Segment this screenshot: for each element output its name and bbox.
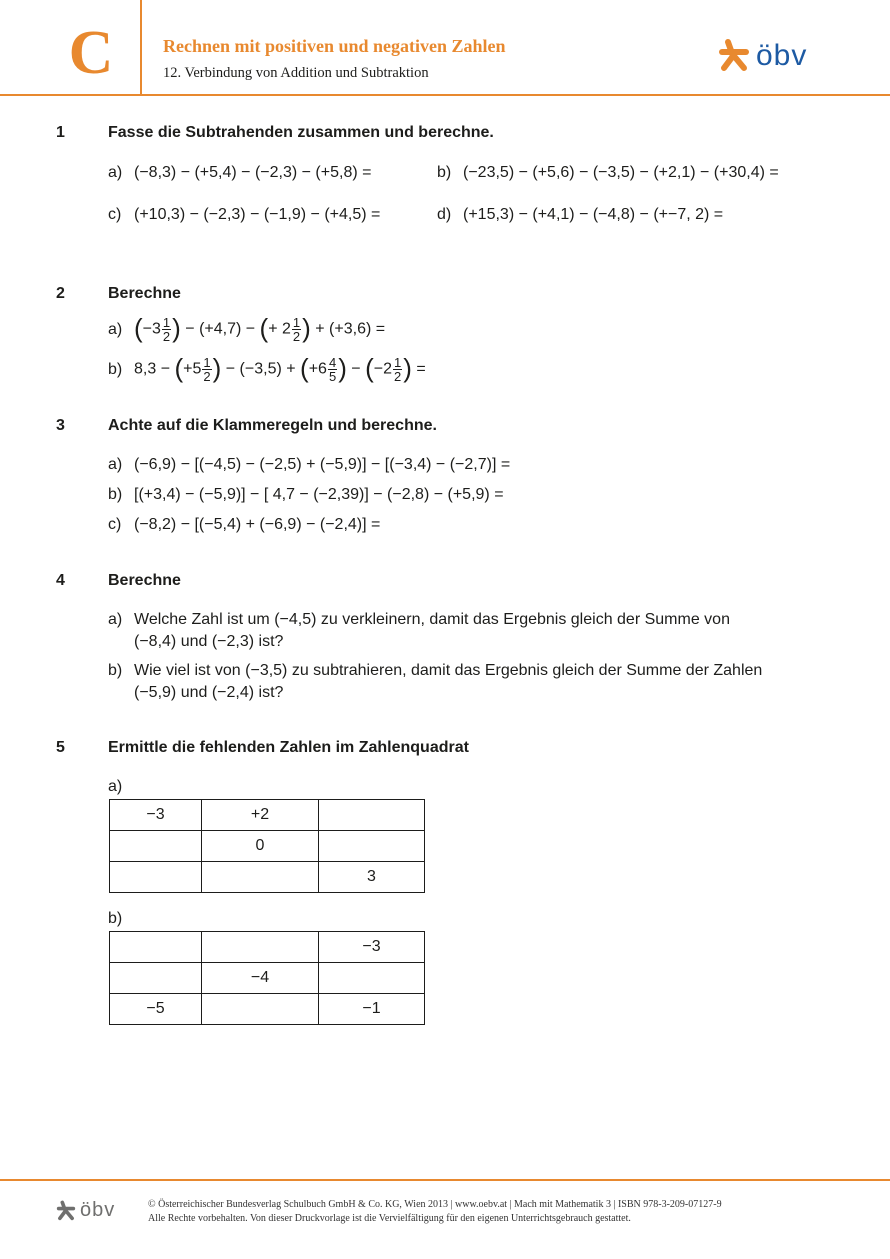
item-part: = — [411, 360, 426, 378]
item-label: c) — [108, 206, 122, 223]
item-expression: (+10,3) − (−2,3) − (−1,9) − (+4,5) = — [134, 206, 381, 223]
task-1a — [108, 164, 371, 182]
task-2-title: Berechne — [108, 285, 181, 302]
square-cell: −3 — [110, 800, 202, 831]
fraction-denominator: 5 — [328, 369, 337, 384]
header-logo-text: öbv — [756, 39, 808, 72]
fraction — [162, 316, 171, 343]
fraction — [292, 316, 301, 343]
fraction-numerator: 1 — [394, 355, 402, 370]
task-1d — [437, 206, 723, 224]
item-expression: (+15,3) − (+4,1) − (−4,8) − (+−7, 2) = — [463, 206, 724, 223]
paren-open: ( — [259, 312, 269, 343]
header-subtitle: 12. Verbindung von Addition und Subtraktion — [163, 65, 429, 81]
item-expression: (−8,2) − [(−5,4) + (−6,9) − (−2,4)] = — [134, 516, 381, 533]
header-title: Rechnen mit positiven und negativen Zahlen — [163, 36, 506, 56]
square-cell — [202, 994, 319, 1025]
item-part: + (+3,6) = — [310, 320, 386, 338]
table-row — [110, 932, 425, 963]
header-divider — [0, 94, 890, 96]
square-cell — [319, 831, 425, 862]
square-a-label: a) — [108, 778, 123, 795]
square-cell: −3 — [319, 932, 425, 963]
item-text: Wie viel ist von (−3,5) zu subtrahieren, damit das Ergebnis gleich der Summe der Zahlen — [134, 662, 763, 679]
square-cell — [110, 862, 202, 893]
item-expression: (−6,9) − [(−4,5) − (−2,5) + (−5,9)] − [(−3,4) − (−2,7)] = — [134, 456, 511, 473]
item-part: +6 — [308, 360, 327, 378]
task-1b — [437, 164, 779, 182]
task-5-number: 5 — [56, 739, 65, 756]
item-part: −2 — [373, 360, 393, 378]
square-cell: +2 — [202, 800, 319, 831]
item-part: + 2 — [268, 320, 291, 338]
square-cell — [319, 963, 425, 994]
table-row — [110, 800, 425, 831]
number-square-a — [109, 799, 425, 893]
item-label: a) — [108, 611, 123, 628]
footer-divider — [0, 1179, 890, 1181]
item-part: − — [346, 360, 366, 378]
footer-line-1: © Österreichischer Bundesverlag Schulbuch GmbH & Co. KG, Wien 2013 | www.oebv.at | Mach mit Mathematik 3 | ISBN 978-3-209-07127-9 — [148, 1199, 722, 1210]
square-cell: −4 — [202, 963, 319, 994]
header-divider-vertical — [140, 0, 142, 94]
item-label: b) — [437, 164, 452, 181]
paren-close: ) — [302, 312, 311, 343]
square-cell — [319, 800, 425, 831]
fraction-numerator: 1 — [292, 315, 301, 330]
paren-open: ( — [300, 352, 309, 383]
item-part: −3 — [142, 320, 161, 338]
task-1-number: 1 — [56, 124, 65, 141]
table-row — [110, 994, 425, 1025]
item-part: +5 — [183, 360, 202, 378]
table-row — [110, 963, 425, 994]
fraction-numerator: 1 — [162, 315, 171, 330]
task-4-number: 4 — [56, 572, 65, 589]
square-cell — [110, 963, 202, 994]
task-1-title: Fasse die Subtrahenden zusammen und berechne. — [108, 124, 494, 141]
task-5-title: Ermittle die fehlenden Zahlen im Zahlenquadrat — [108, 739, 469, 756]
item-label: a) — [108, 164, 123, 181]
item-text: Welche Zahl ist um (−4,5) zu verkleinern, damit das Ergebnis gleich der Summe von — [134, 611, 730, 628]
item-label: b) — [108, 662, 123, 679]
fraction-denominator: 2 — [292, 329, 301, 344]
square-cell: −5 — [110, 994, 202, 1025]
item-label: b) — [108, 486, 123, 503]
item-part: 8,3 − — [134, 360, 175, 378]
task-4b-line1 — [108, 662, 762, 680]
item-expression: (−23,5) − (+5,6) − (−3,5) − (+2,1) − (+30,4) = — [463, 164, 779, 181]
item-label: a) — [108, 320, 123, 338]
task-2a — [108, 312, 386, 344]
paren-close: ) — [338, 352, 347, 383]
item-part: − (+4,7) − — [180, 320, 260, 338]
paren-open: ( — [174, 352, 184, 383]
square-cell — [202, 932, 319, 963]
task-3c — [108, 516, 380, 534]
fraction — [393, 356, 402, 383]
square-cell — [110, 831, 202, 862]
item-part: − (−3,5) + — [221, 360, 301, 378]
item-expression: (−8,3) − (+5,4) − (−2,3) − (+5,8) = — [134, 164, 372, 181]
square-cell: 3 — [319, 862, 425, 893]
header-logo — [716, 38, 807, 74]
star-logo-icon — [716, 38, 752, 74]
task-3a — [108, 456, 510, 474]
footer-copyright — [148, 1198, 722, 1226]
item-label: c) — [108, 516, 122, 533]
task-3-number: 3 — [56, 417, 65, 434]
square-b-label: b) — [108, 910, 123, 927]
task-4-title: Berechne — [108, 572, 181, 589]
task-2-number: 2 — [56, 285, 65, 302]
paren-open: ( — [365, 352, 374, 383]
fraction-numerator: 4 — [328, 355, 337, 370]
fraction-denominator: 2 — [394, 369, 402, 384]
square-cell: 0 — [202, 831, 319, 862]
fraction-numerator: 1 — [203, 355, 211, 370]
fraction — [328, 356, 337, 383]
square-cell — [202, 862, 319, 893]
item-label: a) — [108, 456, 123, 473]
task-4a-line2: (−8,4) und (−2,3) ist? — [134, 633, 284, 650]
star-logo-icon — [55, 1200, 77, 1222]
chapter-letter: C — [68, 19, 114, 87]
task-3b — [108, 486, 504, 504]
table-row — [110, 862, 425, 893]
paren-close: ) — [403, 352, 412, 383]
table-row — [110, 831, 425, 862]
task-4a-line1 — [108, 611, 730, 629]
footer-line-2: Alle Rechte vorbehalten. Von dieser Druckvorlage ist die Vervielfältigung für den eigenen Unterrichtsgebrauch gestattet. — [148, 1213, 631, 1224]
task-3-title: Achte auf die Klammeregeln und berechne. — [108, 417, 437, 434]
task-2b — [108, 352, 426, 384]
item-label: b) — [108, 360, 123, 378]
fraction-denominator: 2 — [162, 329, 171, 344]
task-4b-line2: (−5,9) und (−2,4) ist? — [134, 684, 284, 701]
item-label: d) — [437, 206, 452, 223]
fraction-denominator: 2 — [203, 369, 211, 384]
paren-open: ( — [134, 312, 143, 343]
paren-close: ) — [172, 312, 181, 343]
number-square-b — [109, 931, 425, 1025]
item-expression: [(+3,4) − (−5,9)] − [ 4,7 − (−2,39)] − (−2,8) − (+5,9) = — [134, 486, 504, 503]
square-cell — [110, 932, 202, 963]
paren-close: ) — [212, 352, 222, 383]
square-cell: −1 — [319, 994, 425, 1025]
fraction — [202, 356, 211, 383]
footer-logo — [55, 1199, 115, 1222]
footer-logo-text: öbv — [80, 1199, 116, 1221]
task-1c — [108, 206, 380, 224]
